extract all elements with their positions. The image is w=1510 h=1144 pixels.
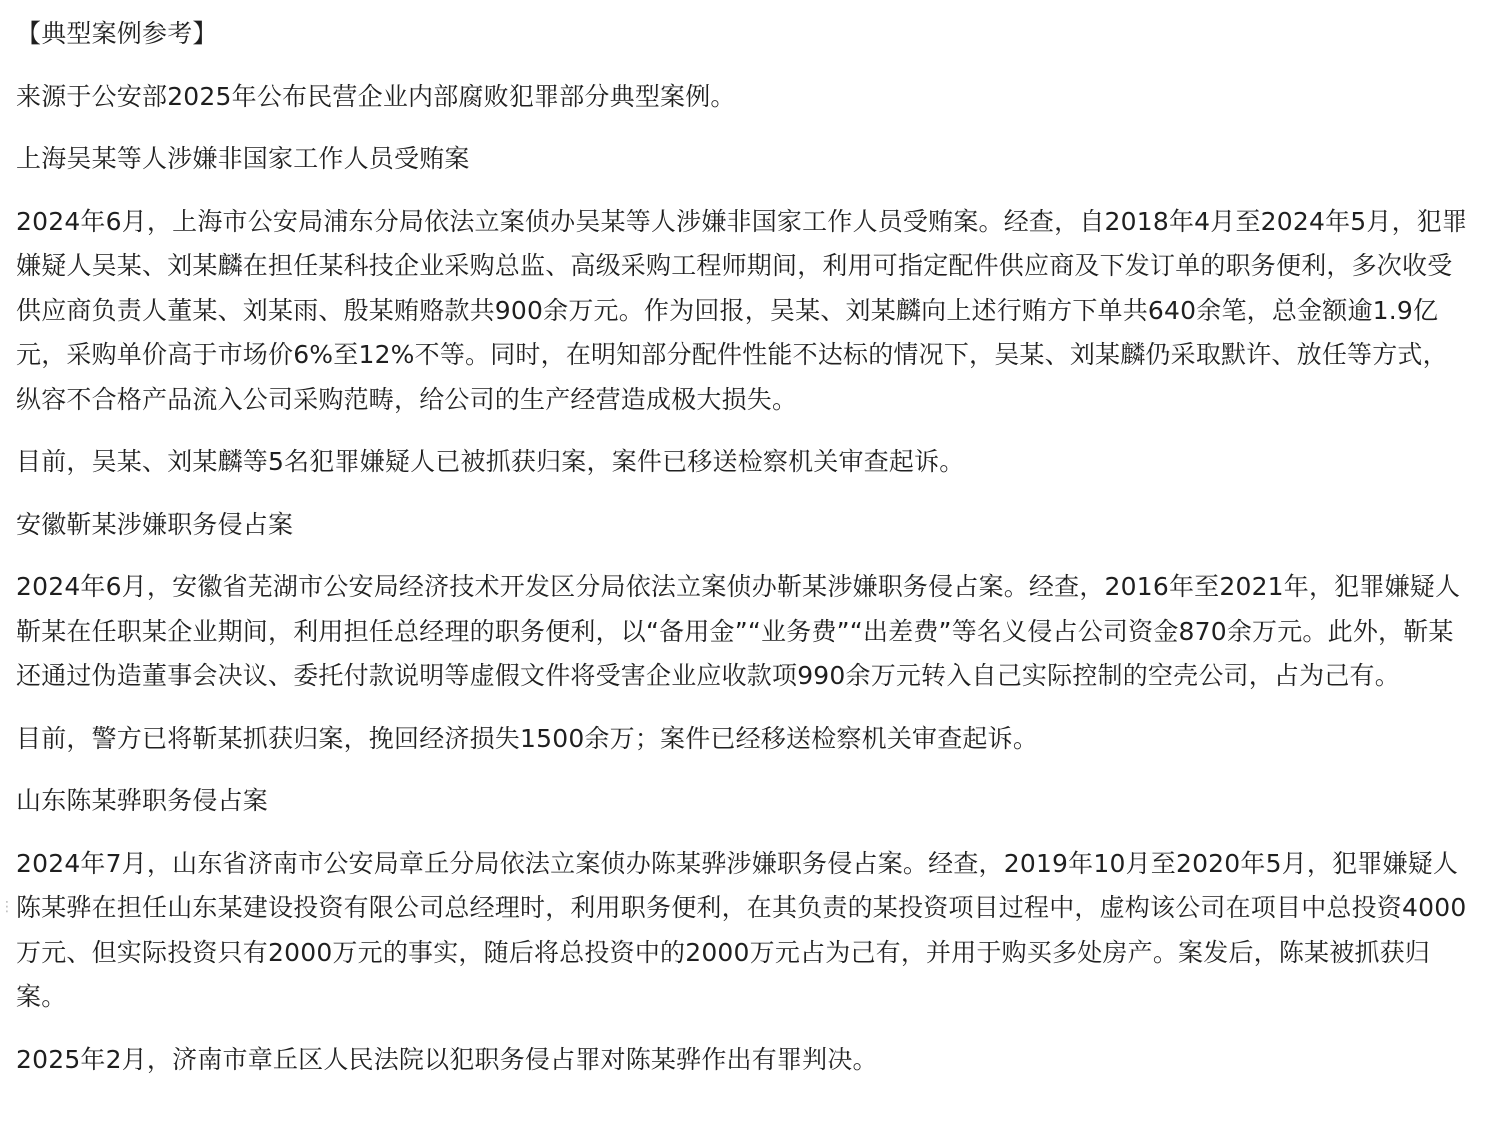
section-header: 【典型案例参考】 [16,19,218,48]
case-body: 2024年6月，上海市公安局浦东分局依法立案侦办吴某等人涉嫌非国家工作人员受贿案。经查，自2018年4月至2024年5月，犯罪嫌疑人吴某、刘某麟在担任某科技企业采购总监、高级采购工程师期间，利用可指定配件供应商及下发订单的职务便利，多次收受供应商负责人董某、刘某雨、殷某贿赂款共900余万元。作为回报，吴某、刘某麟向上述行贿方下单共640余笔，总金额逾1.9亿元，采购单价高于市场价6%至12%不等。同时，在明知部分配件性能不达标的情况下，吴某、刘某麟仍采取默许、放任等方式，纵容不合格产品流入公司采购范畴，给公司的生产经营造成极大损失。 [16,206,1468,414]
source-note: 来源于公安部2025年公布民营企业内部腐败犯罪部分典型案例。 [16,81,736,111]
case-title: 上海吴某等人涉嫌非国家工作人员受贿案 [16,144,470,173]
case-body: 2024年7月，山东省济南市公安局章丘分局依法立案侦办陈某骅涉嫌职务侵占案。经查，2019年10月至2020年5月，犯罪嫌疑人陈某骅在担任山东某建设投资有限公司总经理时，利用职务便利，在其负责的某投资项目过程中，虚构该公司在项目中总投资4000万元、但实际投资只有2000万元的事实，随后将总投资中的2000万元占为己有，并用于购买多处房产。案发后，陈某被抓获归案。 [16,848,1467,1011]
case-body: 2024年6月，安徽省芜湖市公安局经济技术开发区分局依法立案侦办靳某涉嫌职务侵占案。经查，2016年至2021年，犯罪嫌疑人靳某在任职某企业期间，利用担任总经理的职务便利，以“备用金”“业务费”“出差费”等名义侵占公司资金870余万元。此外，靳某还通过伪造董事会决议、委托付款说明等虚假文件将受害企业应收款项990余万元转入自己实际控制的空壳公司，占为己有。 [16,572,1461,690]
case-outcome: 2025年2月，济南市章丘区人民法院以犯职务侵占罪对陈某骅作出有罪判决。 [16,1044,878,1074]
case-title: 安徽靳某涉嫌职务侵占案 [16,509,294,539]
case-title: 山东陈某骅职务侵占案 [16,786,269,815]
case-outcome: 目前，吴某、刘某麟等5名犯罪嫌疑人已被抓获归案，案件已移送检察机关审查起诉。 [16,447,965,476]
drag-handle-icon[interactable]: ⋮ [0,899,14,915]
case-outcome: 目前，警方已将靳某抓获归案，挽回经济损失1500余万；案件已经移送检察机关审查起诉。 [16,723,1039,753]
article-body [16,12,1468,1082]
